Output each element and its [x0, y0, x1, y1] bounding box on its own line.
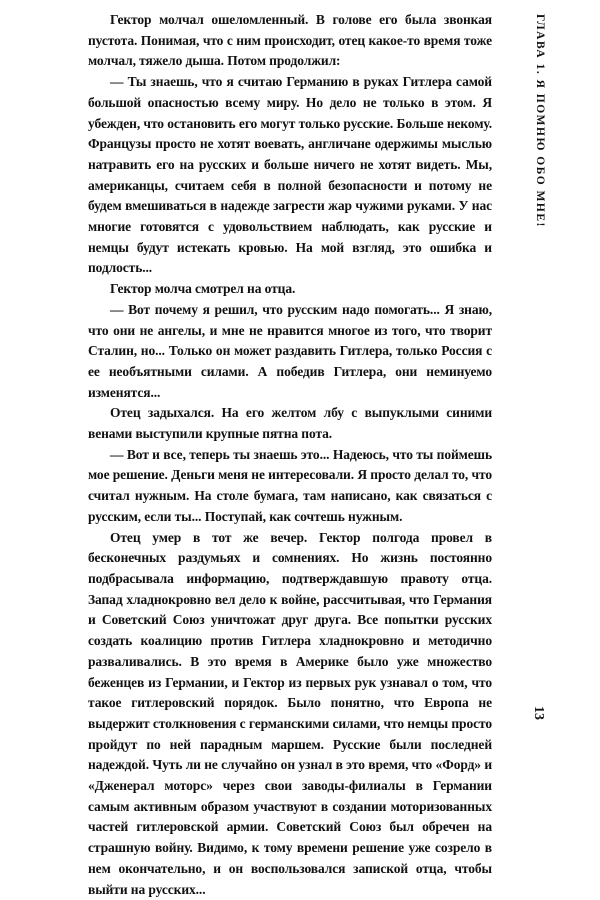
paragraph: Гектор молча смотрел на отца. — [110, 281, 296, 297]
paragraph: Гектор молчал ошеломленный. В голове его была звонкая пустота. Понимая, что с ним происходит, отец какое-то время тоже молчал, тяжело дыша. Потом продолжил: — [88, 12, 492, 69]
paragraph: — Вот почему я решил, что русским надо помогать... Я знаю, что они не ангелы, и мне не нравится многое из того, что творит Сталин, но... Только он может раздавить Гитлера, только Россия с ее необъятными силами. А победив Гитлера, они неминуемо изменятся... — [88, 301, 492, 400]
paragraph: — Вот и все, теперь ты знаешь это... Надеюсь, что ты поймешь мое решение. Деньги меня не интересовали. Я просто делал то, что считал нужным. На столе бумага, там написано, как связаться с русским, если ты... Поступай, как сочтешь нужным. — [88, 446, 492, 524]
paragraph: Отец задыхался. На его желтом лбу с выпуклыми синими венами выступили крупные пятна пота. — [88, 405, 492, 442]
paragraph: Отец умер в тот же вечер. Гектор полгода провел в бесконечных раздумьях и сомнениях. Но жизнь постоянно подбрасывала информацию, подтверждавшую правоту отца. Запад хладнокровно вел дело к войне, рассчитывая, что Германия и Советский Союз уничтожат друг друга. Все попытки русских создать коалицию против Гитлера хладнокровно и методично разваливались. В это время в Америке было уже множество беженцев из Германии, и Гектор из первых рук узнавал о том, что такое гитлеровский порядок. Было понятно, что Европа не выдержит столкновения с германскими силами, что немцы просто пройдут по ней парадным маршем. Русские были последней надеждой. Чуть ли не случайно он узнал в это время, что «Форд» и «Дженерал моторс» через свои заводы-филиалы в Германии самым активным образом участвуют в создании моторизованных частей гитлеровской армии. Советский Союз был обречен на страшную войну. Видимо, к тому времени решение уже созрело в нем окончательно, и он воспользовался запиской отца, чтобы выйти на русских... — [88, 529, 492, 897]
running-head: ГЛАВА 1. Я ПОМНЮ ОБО МНЕ! — [534, 14, 546, 228]
page-number: 13 — [531, 706, 546, 720]
paragraph: — Ты знаешь, что я считаю Германию в руках Гитлера самой большой опасностью всему миру. Но дело не только в этом. Я убежден, что остановить его могут только русские. Больше некому. Французы просто не хотят воевать, англичане одержимы мыслью натравить его на русских и больше ничего не хотят видеть. Мы, американцы, считаем себя в полной безопасности и потому не будем вмешиваться в надежде загрести жар чужими руками. У нас многие готовятся с удовольствием наблюдать, как русские и немцы будут истекать кровью. На мой взгляд, это ошибка и подлость... — [88, 74, 492, 276]
book-page-body — [88, 10, 492, 900]
